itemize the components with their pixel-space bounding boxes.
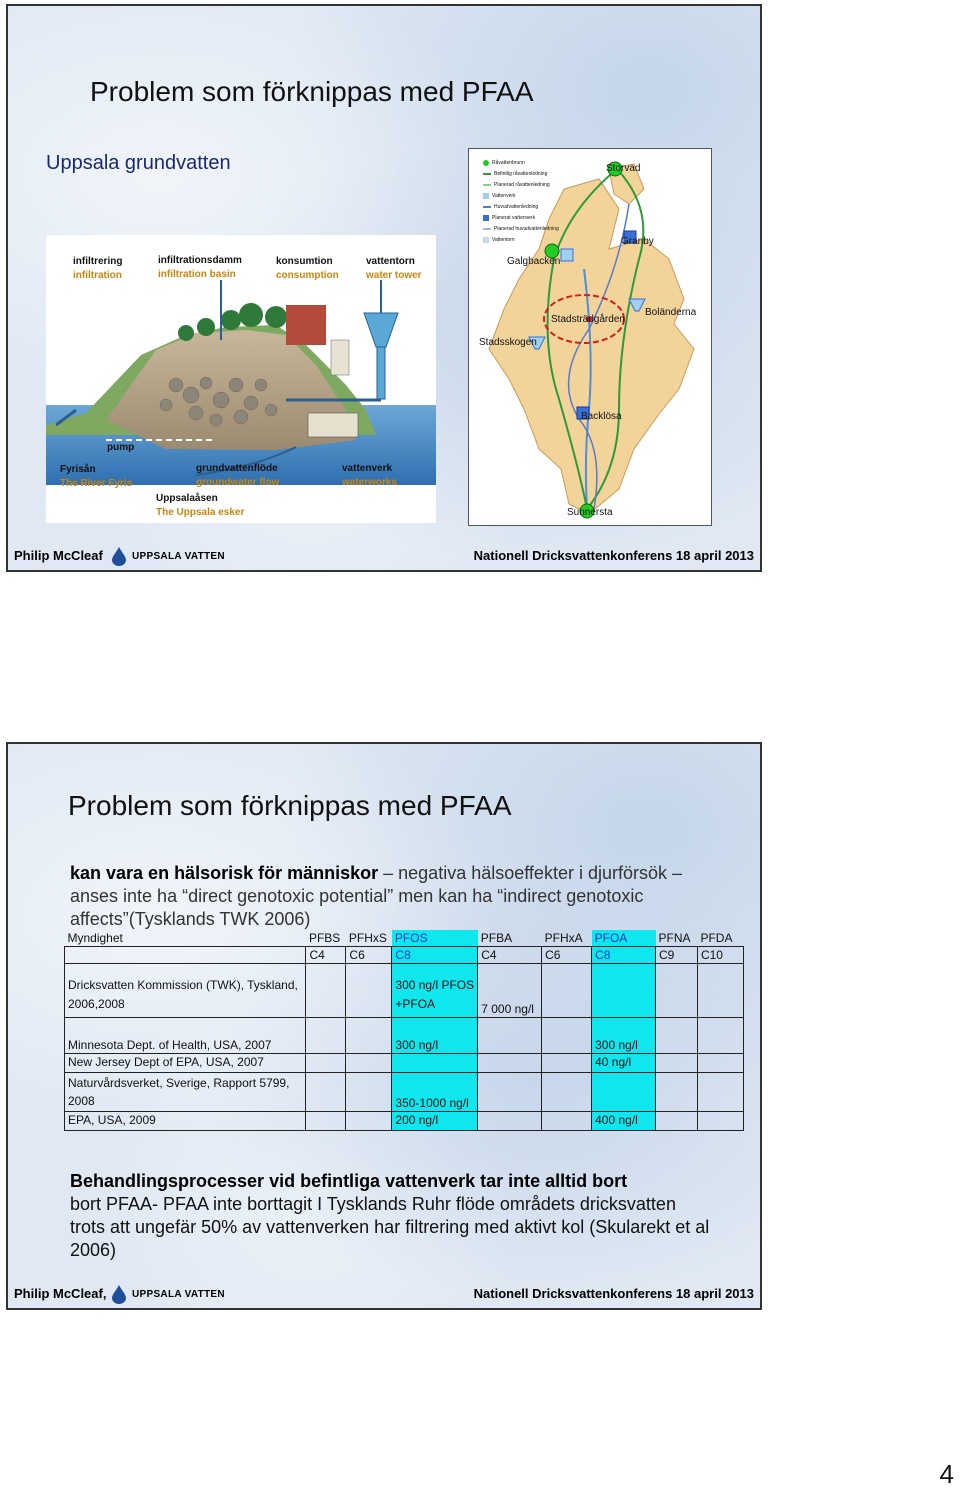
light-blue-line-icon <box>483 228 491 230</box>
groundwater-diagram <box>46 235 436 523</box>
tower-icon <box>483 237 489 243</box>
light-green-line-icon <box>483 184 491 186</box>
label-waterworks: waterworks <box>342 477 398 488</box>
legend-item: Huvudvattenledning <box>483 201 559 212</box>
label-uppsalaasen: Uppsalaåsen <box>156 493 218 504</box>
label-infiltrering: infiltrering <box>73 256 123 267</box>
page-number: 4 <box>939 1459 954 1489</box>
footer-conference: Nationell Dricksvattenkonferens 18 april 2013 <box>473 1286 754 1301</box>
legend-item: Råvattenbrunn <box>483 157 559 168</box>
label-consumption: consumption <box>276 270 339 281</box>
slide-1 <box>6 4 762 572</box>
table-row: New Jersey Dept of EPA, USA, 2007 40 ng/l <box>65 1054 744 1073</box>
footer-author: Philip McCleaf, <box>14 1286 107 1301</box>
slide-2 <box>6 742 762 1310</box>
water-drop-icon <box>110 1284 128 1304</box>
map-place-granby: Granby <box>621 236 654 247</box>
table-row: EPA, USA, 2009 200 ng/l 400 ng/l <box>65 1112 744 1131</box>
table-header-row: Myndighet PFBS PFHxS PFOS PFBA PFHxA PFOA PFNA PFDA <box>65 930 744 947</box>
label-vattentorn: vattentorn <box>366 256 415 267</box>
label-river-fyris: The River Fyris <box>60 478 133 489</box>
table-row: Dricksvatten Kommission (TWK), Tyskland, 2006,2008 300 ng/l PFOS +PFOA 7 000 ng/l <box>65 964 744 1018</box>
table-header-row: C4 C6 C8 C4 C6 C8 C9 C10 <box>65 947 744 964</box>
legend-item: Vattenverk <box>483 190 559 201</box>
label-infiltrationsdamm: infiltrationsdamm <box>158 255 242 266</box>
blue-square-icon <box>483 215 489 221</box>
table-row: Minnesota Dept. of Health, USA, 2007 300 ng/l 300 ng/l <box>65 1018 744 1054</box>
slide-title: Problem som förknippas med PFAA <box>90 76 534 107</box>
green-line-icon <box>483 173 491 175</box>
map-place-storvad: Storvad <box>606 163 641 174</box>
legend-item: Planerad huvudvattenledning <box>483 223 559 234</box>
blue-line-icon <box>483 206 491 208</box>
label-infiltration-basin: infiltration basin <box>158 269 236 280</box>
green-dot-icon <box>483 160 489 166</box>
health-risk-rest: – negativa hälsoeffekter i djurförsök –anses inte ha “direct genotoxic potential” men kan ha “indirect genotoxic affects”(Tysklands TWK 2006) <box>70 863 682 929</box>
map-place-sunnersta: Sunnersta <box>567 507 613 518</box>
uppsala-vatten-logo: UPPSALA VATTEN <box>110 1284 225 1304</box>
water-drop-icon <box>110 546 128 566</box>
legend-item: Planerad råvattenledning <box>483 179 559 190</box>
label-grundvattenflode: grundvattenflöde <box>196 463 278 474</box>
map-legend <box>483 157 559 245</box>
slide-subtitle: Uppsala grundvatten <box>46 152 231 174</box>
label-fyrisan: Fyrisån <box>60 464 96 475</box>
map-place-galgbacken: Galgbacken <box>507 256 561 267</box>
label-pump: pump <box>107 442 135 453</box>
legend-item: Befintlig råvattenledning <box>483 168 559 179</box>
treatment-bold: Behandlingsprocesser vid befintliga vattenverk tar inte alltid bort <box>70 1171 628 1191</box>
treatment-paragraph <box>70 1170 710 1262</box>
map-place-backlosa: Backlösa <box>581 411 622 422</box>
legend-item: Planerat vattenverk <box>483 212 559 223</box>
health-risk-paragraph <box>70 862 710 931</box>
health-risk-bold: kan vara en hälsorisk för människor <box>70 863 379 883</box>
table-row: Naturvårdsverket, Sverige, Rapport 5799, 2008 350-1000 ng/l <box>65 1073 744 1112</box>
map-place-stadsskogen: Stadsskogen <box>479 337 537 348</box>
footer-conference: Nationell Dricksvattenkonferens 18 april 2013 <box>473 548 754 563</box>
uppsala-vatten-logo: UPPSALA VATTEN <box>110 546 225 566</box>
label-uppsala-esker: The Uppsala esker <box>156 507 245 518</box>
slide-footer <box>8 544 760 568</box>
slide-title: Problem som förknippas med PFAA <box>68 790 512 821</box>
map-place-stadstradgarden: Stadsträdgården <box>551 314 625 325</box>
label-groundwater-flow: groundwater flow <box>196 477 280 488</box>
label-infiltration: infiltration <box>73 270 122 281</box>
label-vattenverk: vattenverk <box>342 463 393 474</box>
label-water-tower: water tower <box>366 270 422 281</box>
pfaa-limits-table <box>64 930 744 1131</box>
uppsala-map <box>468 148 712 526</box>
treatment-rest: bort PFAA- PFAA inte borttagit I Tysklands Ruhr flöde områdets dricksvatten trots att ungefär 50% av vattenverken har filtrering med aktivt kol (Skularekt et al 2006) <box>70 1194 710 1260</box>
slide-footer <box>8 1282 760 1306</box>
light-blue-square-icon <box>483 193 489 199</box>
map-place-bolanderna: Boländerna <box>645 307 697 318</box>
footer-author: Philip McCleaf <box>14 548 103 563</box>
legend-item: Vattentorn <box>483 234 559 245</box>
label-konsumtion: konsumtion <box>276 256 333 267</box>
